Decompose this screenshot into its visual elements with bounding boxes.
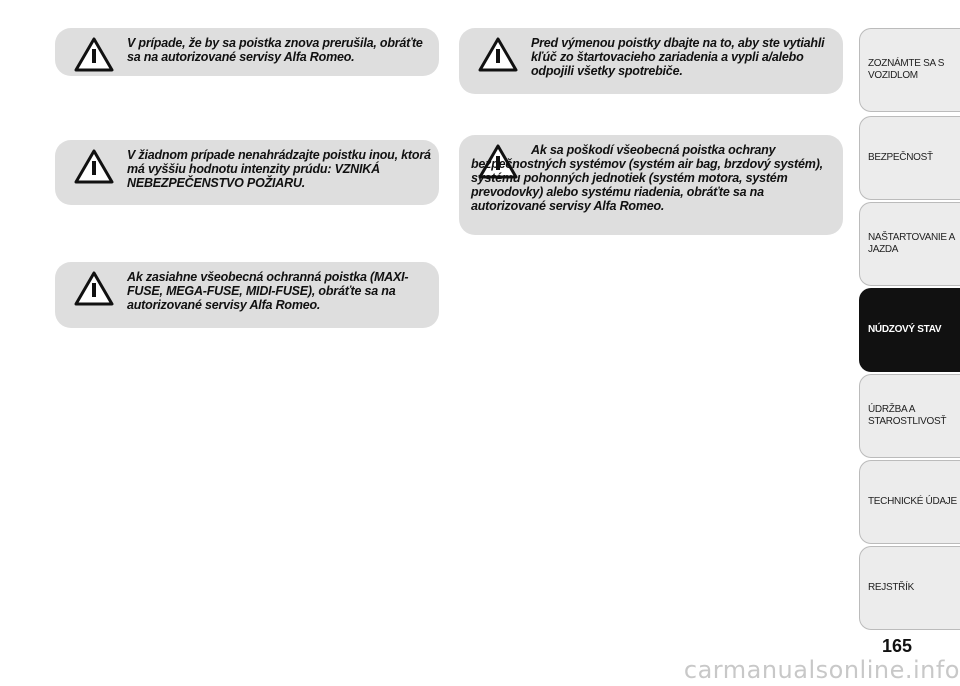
watermark: carmanualsonline.info bbox=[683, 656, 960, 684]
warning-text: V prípade, že by sa poistka znova prerušila, obráťte sa na autorizované servisy Alfa Romeo. bbox=[127, 36, 423, 64]
tab-udrzba[interactable]: ÚDRŽBA A STAROSTLIVOSŤ bbox=[859, 374, 960, 458]
warning-triangle-icon bbox=[73, 36, 115, 74]
warning-text: V žiadnom prípade nenahrádzajte poistku inou, ktorá má vyššiu hodnotu intenzity prúdu: VZNIKÁ NEBEZPEČENSTVO POŽIARU. bbox=[127, 148, 431, 190]
tab-nudzovy-stav[interactable]: NÚDZOVÝ STAV bbox=[859, 288, 960, 372]
warning-box-fire-hazard bbox=[55, 140, 439, 205]
warning-box-refuse bbox=[55, 28, 439, 76]
warning-text: Pred výmenou poistky dbajte na to, aby ste vytiahli kľúč zo štartovacieho zariadenia a vypli a/alebo odpojili všetky spotrebiče. bbox=[531, 36, 825, 78]
tab-nastartovanie[interactable]: NAŠTARTOVANIE A JAZDA bbox=[859, 202, 960, 286]
warning-triangle-icon bbox=[73, 148, 115, 186]
tab-rejstrik[interactable]: REJSTŘÍK bbox=[859, 546, 960, 630]
warning-box-maxi-fuse bbox=[55, 262, 439, 328]
tab-technicke-udaje[interactable]: TECHNICKÉ ÚDAJE bbox=[859, 460, 960, 544]
tab-zoznamte-sa[interactable]: ZOZNÁMTE SA S VOZIDLOM bbox=[859, 28, 960, 112]
warning-text: Ak zasiahne všeobecná ochranná poistka (MAXI-FUSE, MEGA-FUSE, MIDI-FUSE), obráťte sa na autorizované servisy Alfa Romeo. bbox=[127, 270, 409, 312]
warning-text: Ak sa poškodí všeobecná poistka ochrany bezpečnostných systémov (systém air bag, brzdový systém), systému pohonných jednotiek (systém motora, systém prevodovky) alebo systému riadenia, obráťte sa na autorizované servisy Alfa Romeo. bbox=[471, 143, 823, 213]
warning-box-safety-systems bbox=[459, 135, 843, 235]
page-number: 165 bbox=[881, 636, 913, 656]
warning-box-key-removal bbox=[459, 28, 843, 94]
warning-triangle-icon bbox=[477, 36, 519, 74]
warning-triangle-icon bbox=[73, 270, 115, 308]
tab-bezpecnost[interactable]: BEZPEČNOSŤ bbox=[859, 116, 960, 200]
